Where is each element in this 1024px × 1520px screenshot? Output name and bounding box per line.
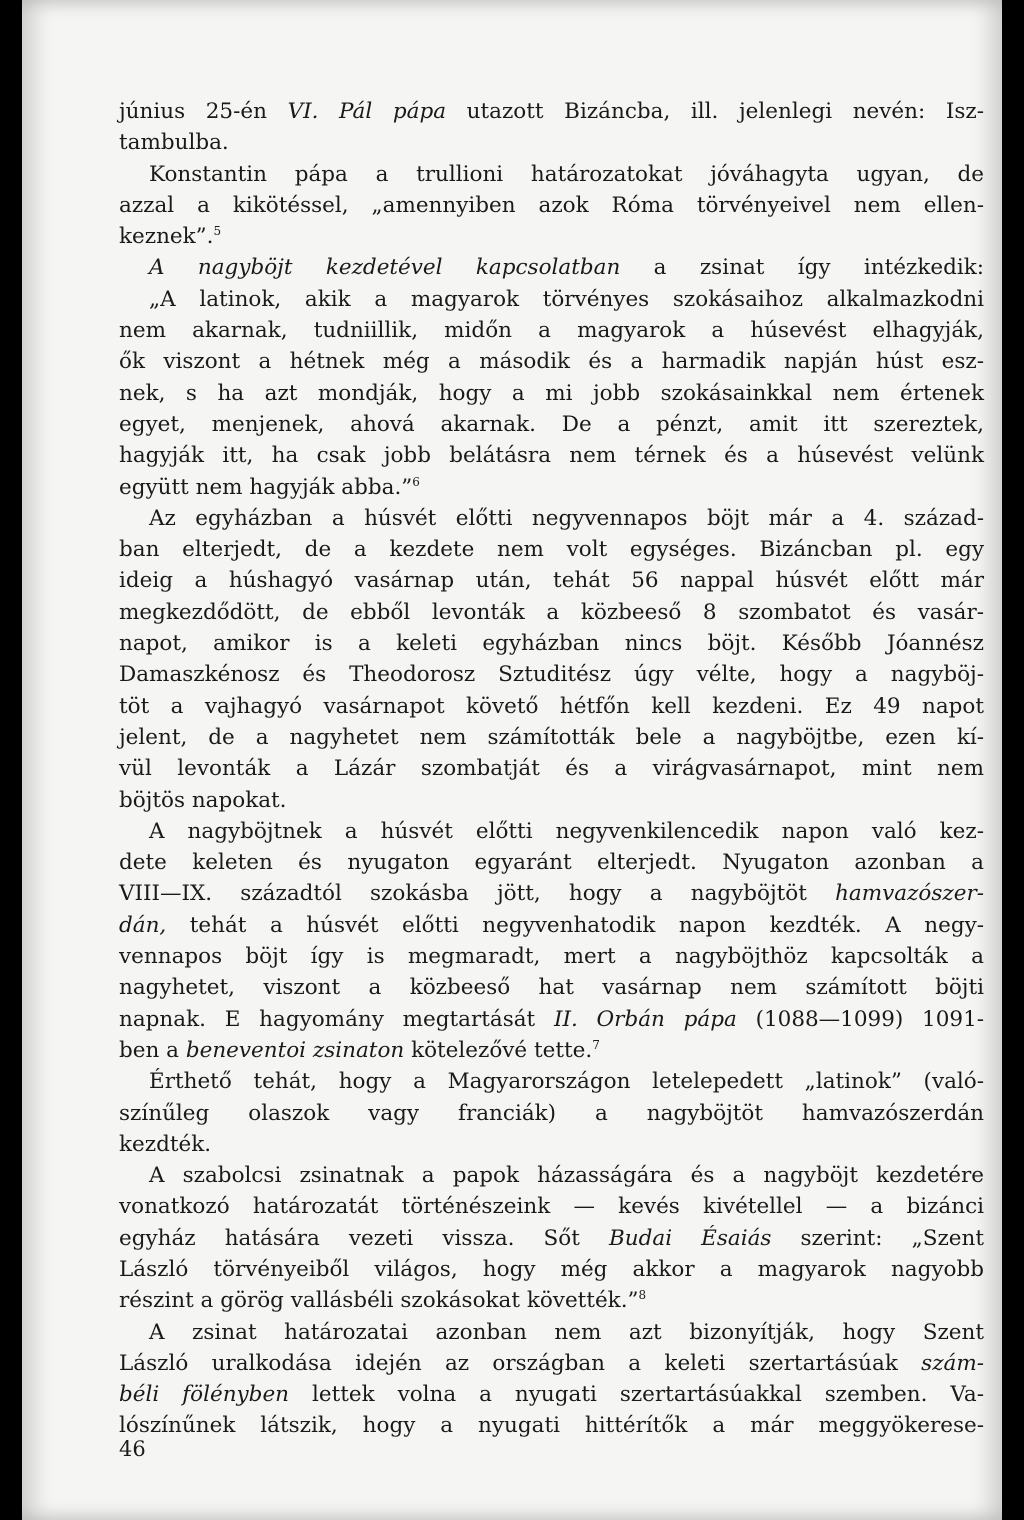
text-line xyxy=(119,378,984,409)
text-segment: A zsinat határozatai azonban nem azt bizonyítják, hogy Szent xyxy=(149,1319,984,1345)
text-line xyxy=(119,409,984,440)
text-segment: napnak. E hagyomány megtartását xyxy=(119,1006,554,1032)
text-segment: Damaszkénosz és Theodorosz Sztuditész úgy vélte, hogy a nagyböj- xyxy=(119,662,984,688)
text-segment: lettek volna a nyugati szertartásúakkal szemben. Va- xyxy=(289,1382,985,1408)
text-segment: együtt nem hagyják abba.” xyxy=(119,474,413,500)
italic-text: beneventoi zsinaton xyxy=(185,1037,405,1063)
italic-text: béli fölényben xyxy=(119,1382,290,1408)
text-segment: Konstantin pápa a trullioni határozatokat jóváhagyta ugyan, de xyxy=(149,161,984,187)
text-segment: dete keleten és nyugaton egyaránt elterjedt. Nyugaton azonban a xyxy=(119,850,984,876)
footnote-ref: 6 xyxy=(412,474,420,489)
body-text xyxy=(119,96,984,1442)
text-line xyxy=(119,878,984,909)
text-line xyxy=(119,785,984,816)
text-segment: a zsinat így intézkedik: xyxy=(620,255,984,281)
text-segment: egyet, menjenek, ahová akarnak. De a pénzt, amit itt szereztek, xyxy=(119,411,984,437)
text-line xyxy=(119,1348,984,1379)
text-segment: utazott Bizáncba, ill. jelenlegi nevén: Isz- xyxy=(446,99,984,124)
text-line xyxy=(119,941,984,972)
text-line xyxy=(119,910,984,941)
text-line xyxy=(119,284,984,315)
text-segment: azzal a kikötéssel, „amennyiben azok Róma törvényeivel nem ellen- xyxy=(119,192,984,218)
text-segment: nagyhetet, viszont a közbeeső hat vasárnap nem számított böjti xyxy=(119,975,984,1001)
text-segment: tehát a húsvét előtti negyvenhatodik napon kezdték. A negy- xyxy=(166,912,984,938)
text-line xyxy=(119,221,984,252)
text-line xyxy=(119,315,984,346)
text-segment: szerint: „Szent xyxy=(771,1225,984,1251)
italic-text: szám- xyxy=(921,1350,984,1376)
text-segment: böjtös napokat. xyxy=(119,787,287,813)
text-segment: vül levonták a Lázár szombatját és a virágvasárnapot, mint nem xyxy=(119,756,984,782)
italic-text: dán, xyxy=(119,912,167,938)
text-segment: jelent, de a nagyhetet nem számították bele a nagyböjtbe, ezen kí- xyxy=(119,724,984,750)
footnote-ref: 8 xyxy=(638,1288,647,1303)
text-segment: színűleg olaszok vagy franciák) a nagyböjtöt hamvazószerdán xyxy=(119,1100,984,1126)
text-line xyxy=(119,659,984,690)
text-segment: ben a xyxy=(119,1037,186,1063)
text-line xyxy=(119,816,984,847)
text-segment: nem akarnak, tudniillik, midőn a magyarok a húsevést elhagyják, xyxy=(119,318,984,344)
text-line xyxy=(119,127,984,158)
text-line xyxy=(119,503,984,534)
text-segment: A nagyböjtnek a húsvét előtti negyvenkilencedik napon való kez- xyxy=(149,818,984,844)
text-segment: vonatkozó határozatát történészeink — kevés kivétellel — a bizánci xyxy=(119,1194,984,1220)
text-segment: ők viszont a hétnek még a második és a harmadik napján húst esz- xyxy=(119,349,984,375)
text-segment: nek, s ha azt mondják, hogy a mi jobb szokásainkkal nem értenek xyxy=(119,380,984,406)
text-line xyxy=(119,346,984,377)
text-segment: megkezdődött, de ebből levonták a közbeeső 8 szombatot és vasár- xyxy=(119,599,984,625)
text-segment: László uralkodása idején az országban a keleti szertartásúak xyxy=(119,1350,922,1376)
text-line xyxy=(119,753,984,784)
italic-text: VI. Pál pápa xyxy=(287,99,447,124)
text-segment: lószínűnek látszik, hogy a nyugati hittérítők a már meggyökerese- xyxy=(119,1413,984,1439)
text-line xyxy=(119,1379,984,1410)
text-segment: tambulba. xyxy=(119,130,229,156)
text-line xyxy=(119,472,984,503)
footnote-ref: 5 xyxy=(213,224,222,239)
text-line xyxy=(119,565,984,596)
text-line xyxy=(119,691,984,722)
italic-text: A nagyböjt kezdetével kapcsolatban xyxy=(149,255,621,281)
text-segment: egyház hatására vezeti vissza. Sőt xyxy=(119,1225,609,1251)
text-line xyxy=(119,1254,984,1285)
text-segment: László törvényeiből világos, hogy még akkor a magyarok nagyobb xyxy=(119,1256,984,1282)
text-line xyxy=(119,440,984,471)
text-line xyxy=(119,847,984,878)
italic-text: II. Orbán pápa xyxy=(553,1006,737,1032)
text-segment: június 25-én xyxy=(119,99,288,124)
text-segment: ban elterjedt, de a kezdete nem volt egységes. Bizáncban pl. egy xyxy=(119,537,984,563)
footnote-ref: 7 xyxy=(592,1037,600,1052)
text-segment: (1088—1099) 1091- xyxy=(736,1006,985,1032)
text-segment: Érthető tehát, hogy a Magyarországon letelepedett „latinok” (való- xyxy=(149,1069,984,1095)
text-line xyxy=(119,1191,984,1222)
text-line xyxy=(119,534,984,565)
text-segment: napot, amikor is a keleti egyházban nincs böjt. Később Jóannész xyxy=(119,631,984,657)
text-line xyxy=(119,1410,984,1441)
text-segment: VIII—IX. századtól szokásba jött, hogy a nagyböjtöt xyxy=(119,881,836,907)
italic-text: hamvazószer- xyxy=(835,881,984,907)
text-line xyxy=(119,1004,984,1035)
text-segment: részint a görög vallásbéli szokásokat követték.” xyxy=(119,1288,639,1314)
text-line xyxy=(119,190,984,221)
text-line xyxy=(119,1066,984,1097)
text-line xyxy=(119,972,984,1003)
text-line xyxy=(119,1098,984,1129)
text-line xyxy=(119,597,984,628)
text-line xyxy=(119,159,984,190)
text-segment: keznek”. xyxy=(119,224,214,250)
text-line xyxy=(119,1035,984,1066)
text-segment: kötelezővé tette. xyxy=(404,1037,593,1063)
text-segment: ideig a húshagyó vasárnap után, tehát 56 nappal húsvét előtt már xyxy=(119,568,984,594)
italic-text: Budai Ésaiás xyxy=(608,1225,772,1251)
text-line xyxy=(119,1129,984,1160)
text-line xyxy=(119,628,984,659)
text-segment: „A latinok, akik a magyarok törvényes szokásaihoz alkalmazkodni xyxy=(149,286,984,312)
text-segment: kezdték. xyxy=(119,1131,212,1157)
text-line xyxy=(119,1285,984,1316)
page-number: 46 xyxy=(119,1437,146,1461)
text-line xyxy=(119,96,984,127)
text-segment: töt a vajhagyó vasárnapot követő hétfőn kell kezdeni. Ez 49 napot xyxy=(119,693,984,719)
text-line xyxy=(119,1317,984,1348)
text-segment: Az egyházban a húsvét előtti negyvennapos böjt már a 4. század- xyxy=(149,505,984,531)
text-line xyxy=(119,1160,984,1191)
text-line xyxy=(119,252,984,283)
text-segment: hagyják itt, ha csak jobb belátásra nem térnek és a húsevést velünk xyxy=(119,443,984,469)
text-line xyxy=(119,1223,984,1254)
text-segment: vennapos böjt így is megmaradt, mert a nagyböjthöz kapcsolták a xyxy=(119,944,984,970)
text-line xyxy=(119,722,984,753)
text-segment: A szabolcsi zsinatnak a papok házasságára és a nagyböjt kezdetére xyxy=(149,1163,984,1189)
